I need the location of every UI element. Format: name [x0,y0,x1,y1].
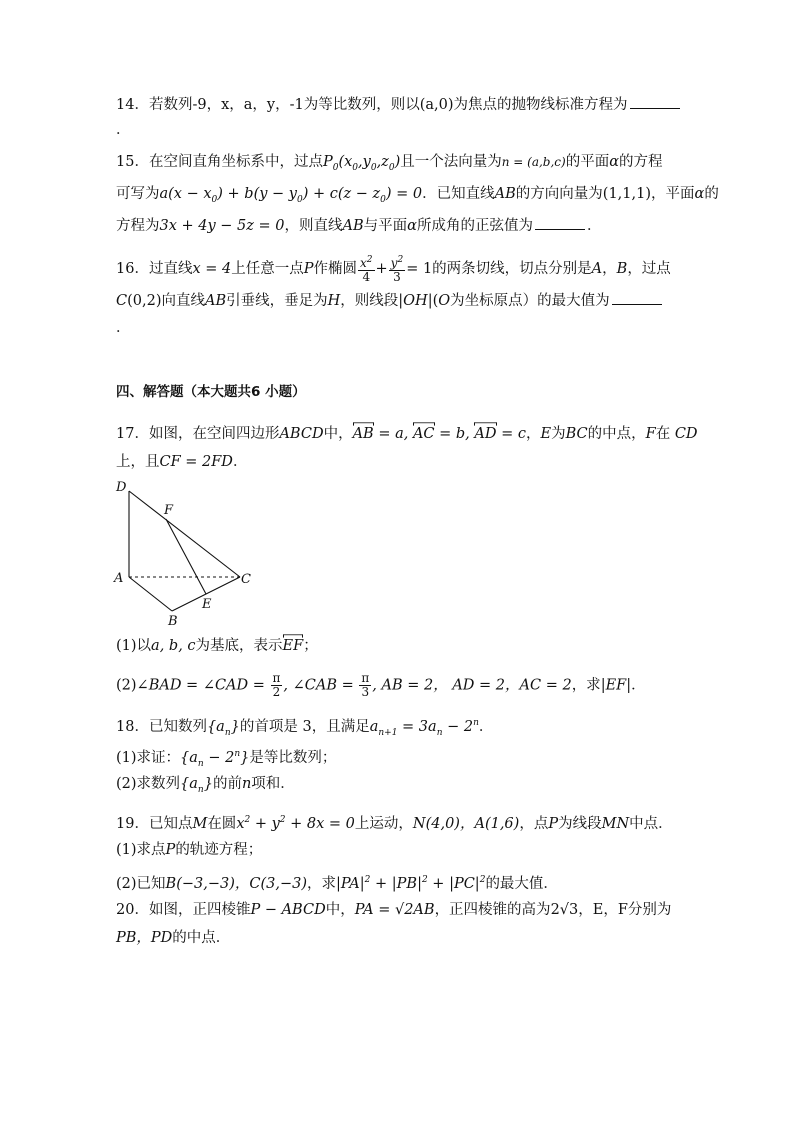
q16-o: O [438,293,451,309]
q17-text-1a: 17．如图，在空间四边形 [116,426,280,442]
q18-text-1b: 的首项是 3，且满足 [239,718,370,735]
q20-text-1b: 中， [325,902,355,918]
q17-figure [108,476,258,628]
q19-part1-text-a: (1)求点 [116,842,166,858]
q18-recurrence: $a_{n+1} = 3a_n - 2^n$ [369,718,479,738]
q15-point-p0: $P_0(x_0,y_0,z_0)$ [322,154,401,173]
q17-angle-cab: , ∠CAB = [283,677,359,694]
q19-text-1b: 在圆 [207,815,237,832]
q16-line-x4: x = 4 [192,261,232,277]
q17-part2 [116,672,646,699]
q17-f: F [645,426,656,442]
label-f: F [164,503,174,518]
q15-text-3e: ． [586,218,602,234]
q16-ab-points: A [591,261,603,277]
q16-p: P [303,261,314,277]
q17-lengths: , AB = 2， AD = 2，AC = 2 [372,677,572,694]
q17-angles: ∠BAD = ∠CAD = [136,677,270,694]
q19-sum-squares: $|PA|^2 + |PB|^2 + |PC|^2$ [336,875,486,892]
q15-given-plane: 3x + 4y − 5z = 0 [159,218,285,234]
q18-seq-2: $\{a_n\}$ [180,776,213,795]
q18-n: n [241,776,252,792]
edge-dc [129,491,240,577]
q17-part1-text-c: ； [303,638,318,654]
q18-part1 [116,744,336,774]
label-c: C [241,572,251,587]
q16-text-2d: 为坐标原点）的最大值为 [450,293,610,309]
q14-line1 [116,94,682,115]
section4-heading-text: 四、解答题（本大题共6 小题） [116,384,306,400]
q17-cd: CD [674,426,698,442]
q14-answer-blank[interactable] [630,94,680,109]
q15-ab: AB [494,186,516,202]
q18-part2-text-a: (2)求数列 [116,776,181,792]
q19-line1 [116,810,673,834]
q17-part1-text-a: (1)以 [116,638,152,654]
q16-line2: C(0,2)向直线AB引垂线，垂足为H，则线段|OH|(O为坐标原点）的最大值为 [116,290,664,311]
q17-line1 [116,424,698,444]
q17-vectors: AB = a, AC = b, AD = c [352,426,527,442]
q19-part2-text-a: (2)已知 [116,875,166,892]
q16-line1: 16．过直线x = 4上任意一点P作椭圆 $\frac{x^2}{4}$ + $\frac{y^2}{3}$ = 1的两条切线，切点分别是A，B，过点 [116,255,671,284]
q15-text-1c: 的平面 [565,154,610,170]
q14-period: ． [116,122,131,138]
q15-text-1d: 的方程 [619,154,663,170]
label-b: B [168,614,178,628]
q16-text-1b: 上任意一点 [231,261,304,277]
q15-text-2e: 的 [704,186,719,202]
q16-text-1e: ，过点 [627,261,671,277]
q19-mn: MN [601,815,630,832]
q18-part2-text-c: 项和． [251,776,295,792]
q16-frac-y: $\frac{y^2}{3}$ [390,255,404,284]
q19-part2-text-b: ，求 [307,875,336,892]
q15-answer-blank[interactable] [535,215,585,230]
q20-text-1c: ，正四棱锥的高为 [434,902,551,918]
q16-ab: AB [204,293,227,309]
q19-circle: $x^2 + y^2 + 8x = 0$ [236,815,355,832]
q17-frac-pi3: $\frac{\pi}{3}$ [361,671,370,699]
q15-text-2d: ，平面 [651,186,695,202]
q19-points: N(4,0)，A(1,6) [412,815,520,832]
q17-text-2a: 上，且 [116,454,160,470]
q17-part2-text-a: (2) [116,677,137,694]
q15-normal-vector: n = (a,b,c) [501,155,566,169]
q18-part2 [116,774,295,800]
label-d: D [116,480,127,495]
q17-text-1d: 为 [551,426,566,442]
q19-text-1f: 中点． [629,815,673,832]
q17-e: E [540,426,552,442]
q20-pyramid: P − ABCD [250,902,326,918]
q18-part1-text-a: (1)求证： [116,749,181,766]
q15-direction: (1,1,1) [602,186,652,202]
q15-alpha-3: α [407,218,417,234]
q17-frac-pi2: $\frac{\pi}{2}$ [272,671,281,699]
q15-alpha-2: α [694,186,705,202]
q18-text-1a: 18．已知数列 [116,718,207,735]
q19-text-1a: 19．已知点 [116,815,193,832]
q16-oh: |OH| [398,293,433,309]
q17-line2 [116,452,247,472]
q18-part2-text-b: 的前 [212,776,242,792]
q16-text-2a: 向直线 [161,293,205,309]
q19-part2-text-c: 的最大值． [485,875,558,892]
q19-part1-text-b: 的轨迹方程； [175,842,263,858]
q19-bc-points: B(−3,−3)，C(3,−3) [165,875,307,892]
q16-text-1d: 的两条切线，切点分别是 [432,261,592,277]
q15-text-1b: 且一个法向量为 [400,154,502,170]
q17-bc: BC [565,426,588,442]
q19-part1 [116,840,262,860]
q19-m: M [192,815,208,832]
q15-text-3d: 所成角的正弦值为 [416,218,533,234]
q18-line1 [116,713,493,743]
q19-p-2: P [165,842,176,858]
q17-text-1e: 的中点， [587,426,646,442]
q17-basis: a, b, c [151,638,196,654]
q17-text-1f: 在 [655,426,671,442]
q17-part2-text-c: ． [631,677,646,694]
q14-text: 14．若数列-9，x，a，y，-1为等比数列，则以(a,0)为焦点的抛物线标准方程为 [116,97,628,113]
q16-text-1c: 作椭圆 [313,261,357,277]
q15-ab-2: AB [342,218,364,234]
q15-text-2a: 可写为 [116,186,160,202]
q15-text-3b: ，则直线 [284,218,343,234]
q20-text-1a: 20．如图，正四棱锥 [116,902,251,918]
q19-p: P [548,815,559,832]
q18-seq: $\{a_n\}$ [206,718,240,738]
q17-text-2b: ． [232,454,248,470]
q15-plane-eq: $a(x - x_0) + b(y - y_0) + c(z - z_0) = 0$ [159,186,423,205]
q18-seq-diff: $\{a_n - 2^n\}$ [180,749,250,769]
q15-text-2b: ．已知直线 [422,186,495,202]
q17-ef-vector: EF [282,638,304,654]
q15-line3 [116,215,601,236]
q15-alpha: α [609,154,619,170]
q18-part1-text-b: 是等比数列； [249,749,337,766]
q16-h: H [327,293,341,309]
q16-text-2b: 引垂线，垂足为 [226,293,328,309]
q16-point-c: C [116,293,128,309]
q19-text-1d: ，点 [519,815,549,832]
q16-answer-blank[interactable] [612,290,662,305]
q20-text-1d: ，E，F分别为 [578,902,672,918]
label-a: A [114,571,124,586]
q16-point-c-coord: (0,2) [127,293,162,309]
q20-text-2b: 的中点． [172,930,231,946]
q20-line1 [116,900,671,920]
q20-line2 [116,928,230,948]
q15-text-1a: 15．在空间直角坐标系中，过点 [116,154,323,170]
q20-pa: PA = √2AB [354,902,435,918]
section4-heading [116,382,306,402]
q16-b-point: B [616,261,628,277]
q18-text-1c: ． [478,718,494,735]
q17-cf-eq: CF = 2FD [159,454,233,470]
q17-abcd: ABCD [279,426,324,442]
q15-line2 [116,184,719,210]
q14-line2 [116,120,131,140]
q20-text-2a: PB，PD [116,930,173,946]
q16-frac-x: $\frac{x^2}{4}$ [360,255,373,284]
edge-ab [129,577,172,611]
q15-line1 [116,152,663,178]
q20-height: 2√3 [550,902,579,918]
q17-part1 [116,636,318,656]
q17-text-1c: ， [526,426,541,442]
q19-part2 [116,870,558,894]
q15-text-3c: 与平面 [363,218,408,234]
q19-text-1c: 上运动， [354,815,413,832]
q15-text-3a: 方程为 [116,218,160,234]
q16-period: ． [116,320,131,336]
q16-text-2c: ，则线段 [340,293,399,309]
q17-abs-ef: |EF| [600,677,632,694]
q17-part1-text-b: 为基底，表示 [195,638,283,654]
q16-line3 [116,318,131,338]
q17-text-1b: 中， [323,426,353,442]
q17-part2-text-b: ，求 [571,677,601,694]
q19-text-1e: 为线段 [558,815,602,832]
label-e: E [202,597,212,612]
q15-text-2c: 的方向向量为 [515,186,603,202]
q16-text-1a: 16．过直线 [116,261,193,277]
segment-fe [166,519,206,594]
